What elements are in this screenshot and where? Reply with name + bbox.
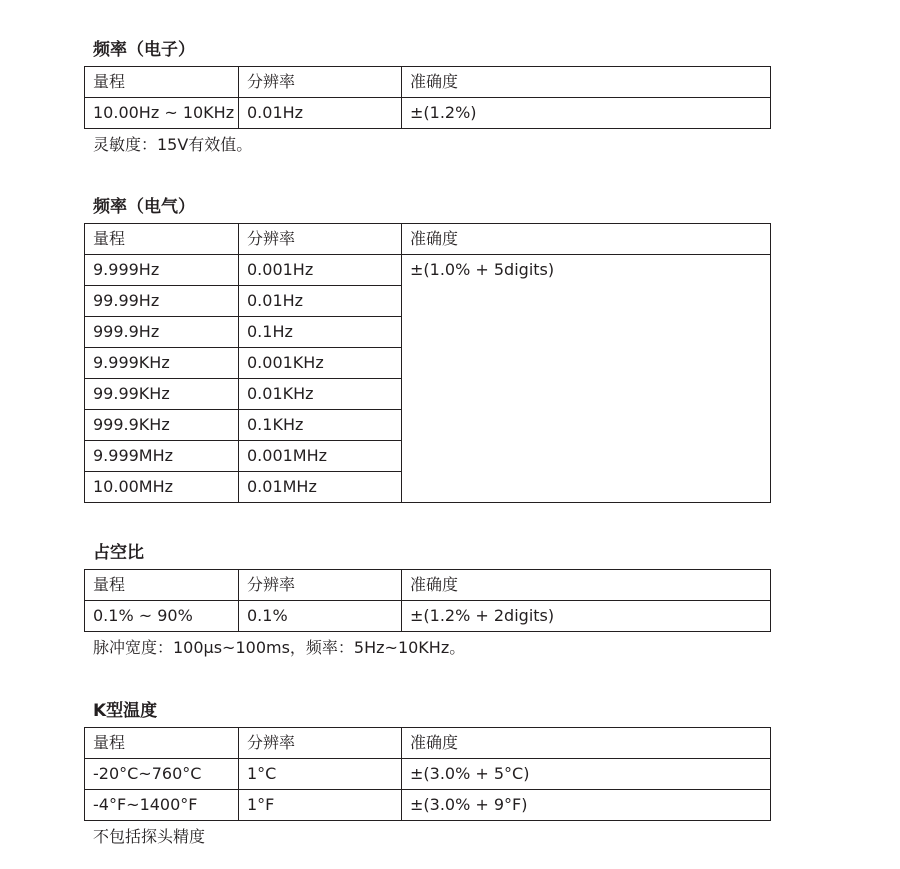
cell-accuracy: ±(3.0% + 9°F) xyxy=(402,790,771,821)
header-range: 量程 xyxy=(85,224,239,255)
cell-range: 99.99Hz xyxy=(85,286,239,317)
header-accuracy: 准确度 xyxy=(402,224,771,255)
cell-range: 999.9Hz xyxy=(85,317,239,348)
cell-range: 9.999Hz xyxy=(85,255,239,286)
section-title: 占空比 xyxy=(93,543,144,563)
spec-table xyxy=(84,727,771,821)
cell-accuracy: ±(1.2%) xyxy=(402,98,771,129)
section-title: 频率（电子） xyxy=(93,40,195,60)
cell-resolution: 0.01Hz xyxy=(239,286,402,317)
header-range: 量程 xyxy=(85,728,239,759)
table-row xyxy=(85,601,771,632)
spec-table xyxy=(84,66,771,129)
header-accuracy: 准确度 xyxy=(402,570,771,601)
cell-resolution: 0.1KHz xyxy=(239,410,402,441)
header-resolution: 分辨率 xyxy=(239,67,402,98)
cell-resolution: 0.1Hz xyxy=(239,317,402,348)
cell-resolution: 0.001MHz xyxy=(239,441,402,472)
spec-table xyxy=(84,223,771,503)
header-resolution: 分辨率 xyxy=(239,224,402,255)
table-row xyxy=(85,759,771,790)
cell-range: 0.1% ~ 90% xyxy=(85,601,239,632)
table-header-row xyxy=(85,67,771,98)
cell-resolution: 0.01KHz xyxy=(239,379,402,410)
cell-resolution: 0.1% xyxy=(239,601,402,632)
cell-range: 99.99KHz xyxy=(85,379,239,410)
spec-table xyxy=(84,569,771,632)
header-range: 量程 xyxy=(85,67,239,98)
cell-range: 9.999KHz xyxy=(85,348,239,379)
cell-resolution: 0.01Hz xyxy=(239,98,402,129)
cell-range: -20°C~760°C xyxy=(85,759,239,790)
cell-resolution: 0.001KHz xyxy=(239,348,402,379)
table-row xyxy=(85,255,771,286)
cell-accuracy: ±(1.0% + 5digits) xyxy=(402,255,771,503)
cell-range: 9.999MHz xyxy=(85,441,239,472)
cell-range: -4°F~1400°F xyxy=(85,790,239,821)
table-header-row xyxy=(85,224,771,255)
cell-resolution: 0.001Hz xyxy=(239,255,402,286)
header-resolution: 分辨率 xyxy=(239,570,402,601)
cell-range: 10.00MHz xyxy=(85,472,239,503)
header-accuracy: 准确度 xyxy=(402,67,771,98)
section-title: 频率（电气） xyxy=(93,197,195,217)
cell-range: 10.00Hz ~ 10KHz xyxy=(85,98,239,129)
header-accuracy: 准确度 xyxy=(402,728,771,759)
cell-resolution: 1°C xyxy=(239,759,402,790)
table-row xyxy=(85,790,771,821)
header-resolution: 分辨率 xyxy=(239,728,402,759)
cell-resolution: 1°F xyxy=(239,790,402,821)
table-header-row xyxy=(85,728,771,759)
section-note: 脉冲宽度：100μs~100ms，频率：5Hz~10KHz。 xyxy=(93,638,466,657)
cell-accuracy: ±(1.2% + 2digits) xyxy=(402,601,771,632)
section-note: 灵敏度：15V有效值。 xyxy=(93,135,253,154)
table-header-row xyxy=(85,570,771,601)
table-row xyxy=(85,98,771,129)
header-range: 量程 xyxy=(85,570,239,601)
cell-range: 999.9KHz xyxy=(85,410,239,441)
cell-resolution: 0.01MHz xyxy=(239,472,402,503)
section-note: 不包括探头精度 xyxy=(93,827,206,846)
cell-accuracy: ±(3.0% + 5°C) xyxy=(402,759,771,790)
section-title: K型温度 xyxy=(93,701,158,721)
